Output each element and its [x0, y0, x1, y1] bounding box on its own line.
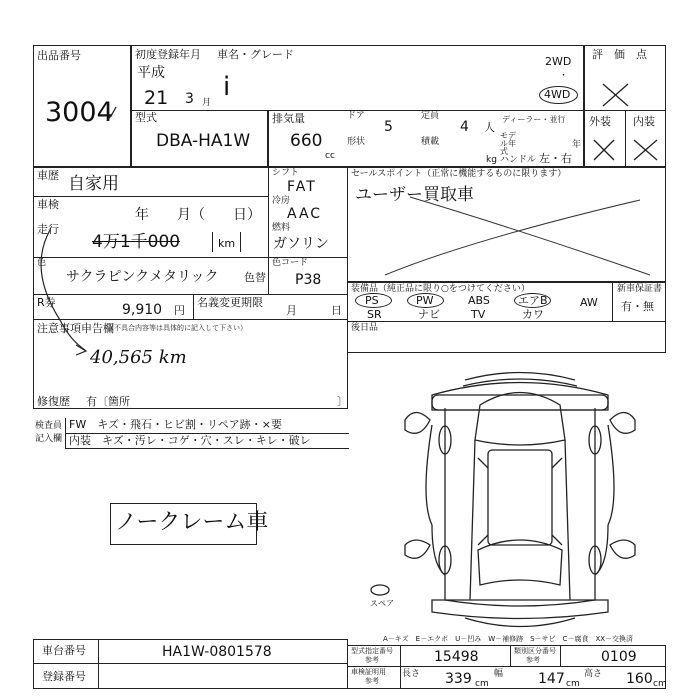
load-label: 積載: [421, 137, 440, 147]
km-unit: km: [218, 237, 236, 250]
exterior-label: 外装: [589, 115, 611, 128]
car-name: i: [223, 72, 231, 102]
reg-year: 21: [144, 87, 169, 109]
color-label: 色: [37, 258, 47, 268]
color-value: サクラピンクメタリック: [66, 269, 219, 285]
mileage-label: 走行: [37, 223, 59, 236]
designation-label: 型式指定番号: [351, 647, 393, 655]
displacement-label: 排気量: [272, 112, 305, 125]
equipment-ps: PS: [365, 294, 379, 307]
length-unit: cm: [475, 679, 489, 689]
notes-sub-label: （不具合内容等は具体的に記入して下さい）: [107, 324, 247, 332]
repair-value: 有〔箇所: [86, 395, 130, 408]
equipment-abs: ABS: [468, 294, 490, 307]
door-label: ドア: [347, 111, 365, 121]
sales-point-value: ユーザー買取車: [355, 185, 474, 205]
score-label: 評 価 点: [592, 48, 647, 61]
insurance-label: 名義変更期限: [197, 296, 263, 309]
equipment-tv: TV: [471, 308, 486, 321]
damage-legend: A－キズ E－エクボ U－凹み W－補修跡 S－サビ C－腐食 XX－交換済: [383, 635, 634, 643]
designation-sub: 参考: [365, 656, 379, 664]
height-value: 160: [626, 671, 653, 687]
repair-close: 〕: [337, 395, 348, 408]
inspector-line-2: 内装 キズ・汚レ・コゲ・穴・スレ・キレ・破レ: [69, 434, 311, 447]
width-label: 幅: [494, 669, 504, 679]
recycle-value: 9,910: [122, 302, 163, 318]
inspector-line-1: FW キズ・飛石・ヒビ割・リペア跡・×要: [69, 418, 282, 431]
era: 平成: [137, 65, 165, 81]
person-unit: 人: [484, 121, 495, 134]
door-shape-label: 形状: [347, 137, 366, 147]
rear-items-label: 後日品: [351, 323, 379, 333]
drive-4wd: 4WD: [544, 88, 571, 101]
name-change-day: 日: [331, 304, 342, 317]
handle-label: ハンドル: [500, 155, 537, 165]
name-change-month: 月: [286, 304, 297, 317]
chassis-label: 車台番号: [42, 644, 86, 657]
color-code-label: 色コード: [272, 258, 309, 268]
reg-month: 3: [185, 91, 194, 107]
designation-value: 15498: [434, 649, 479, 665]
mileage-value: 4万1千000: [92, 232, 181, 252]
interior-label: 内装: [633, 115, 655, 128]
category-sub: 参考: [526, 656, 540, 664]
lot-no: 3004: [45, 97, 114, 128]
first-reg-label: 初度登録年月: [135, 48, 201, 61]
lot-no-label: 出品番号: [37, 49, 81, 62]
inspection-label: 車検: [37, 198, 59, 211]
inspector-label-2: 記入欄: [35, 434, 63, 444]
color-change-label: 色替: [244, 271, 266, 284]
equipment-pw: PW: [416, 294, 434, 307]
sales-point-label: セールスポイント（正常に機能するものに限ります）: [351, 169, 567, 179]
kg-unit: kg: [486, 155, 497, 165]
repair-label: 修復歴: [37, 395, 70, 408]
notes-label: 注意事項申告欄: [37, 322, 114, 335]
yen-unit: 円: [174, 304, 185, 317]
drive-2wd: 2WD: [545, 55, 572, 68]
shift-label: シフト: [272, 168, 300, 178]
recycle-label: R券: [37, 296, 56, 309]
category-value: 0109: [601, 649, 637, 665]
handle-value: 左・右: [539, 152, 572, 165]
chassis-number: HA1W-0801578: [162, 644, 272, 660]
equipment-label: 装備品（純正品に限り○をつけてください）: [351, 284, 530, 294]
equipment-leather: カワ: [522, 308, 544, 321]
month-unit: 月: [202, 98, 212, 108]
dealer-label: ディーラー・並行: [502, 115, 566, 124]
name-grade-label: 車名・グレード: [217, 48, 294, 61]
inspection-value: 年 月（ 日）: [135, 207, 261, 223]
doors: 5: [384, 119, 393, 135]
width-unit: cm: [566, 679, 580, 689]
equipment-aw: AW: [580, 296, 598, 309]
no-claim-stamp-text: ノークレーム車: [115, 510, 269, 535]
equipment-navi: ナビ: [418, 308, 440, 321]
inspector-label-1: 検査員: [35, 421, 63, 431]
equipment-airbag: エアB: [518, 294, 548, 307]
height-label: 高さ: [584, 669, 603, 679]
cert-label: 車検証明用: [351, 668, 386, 676]
displacement: 660: [290, 131, 323, 151]
notes-handwritten-mileage: 40,565 km: [90, 347, 187, 368]
warranty-value: 有・無: [621, 300, 654, 313]
cc-unit: cc: [325, 151, 335, 161]
width-value: 147: [538, 671, 565, 687]
capacity-label: 定員: [421, 111, 440, 121]
ac-label: 冷房: [272, 196, 291, 206]
warranty-label: 新車保証書: [617, 284, 663, 294]
history-value: 自家用: [68, 174, 119, 194]
model-label: 型式: [135, 111, 157, 124]
height-unit: cm: [653, 679, 667, 689]
cert-sub: 参考: [365, 677, 379, 685]
shift-value: FAT: [287, 179, 317, 195]
length-value: 339: [445, 671, 472, 687]
history-label: 車歴: [37, 169, 59, 182]
color-code: P38: [295, 272, 322, 288]
fuel-value: ガソリン: [273, 236, 329, 252]
year-small: 年: [572, 140, 582, 150]
ac-value: AAC: [287, 206, 323, 222]
spare-label: スペア: [370, 599, 394, 608]
category-label: 類別区分番号: [514, 647, 556, 655]
length-label: 長さ: [402, 669, 421, 679]
model: DBA-HA1W: [156, 131, 251, 151]
model-year-label: モデル年式: [500, 131, 516, 156]
capacity: 4: [460, 119, 469, 135]
fuel-label: 燃料: [272, 223, 291, 233]
equipment-sr: SR: [367, 308, 382, 321]
reg-number-label: 登録番号: [42, 670, 86, 683]
